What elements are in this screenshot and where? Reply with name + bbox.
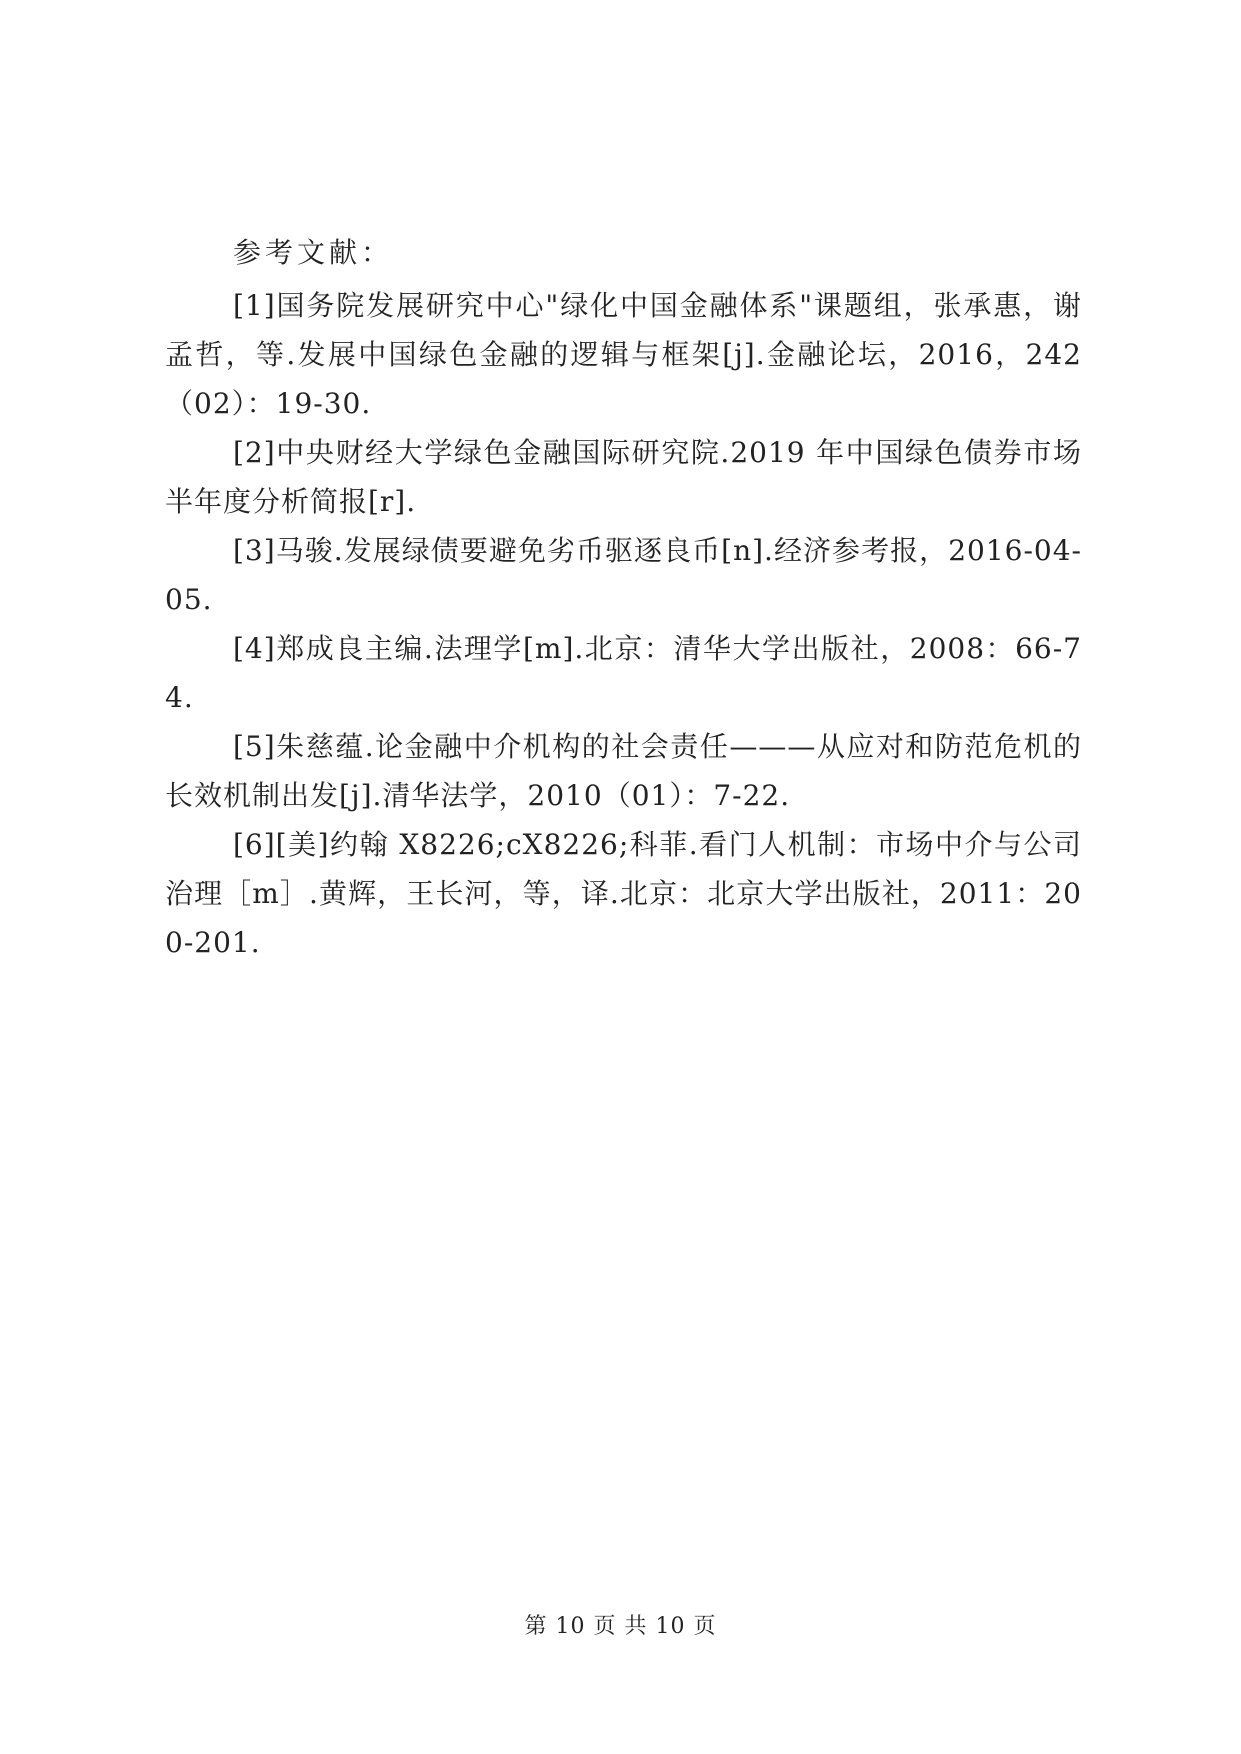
reference-item: [6][美]约翰 X8226;cX8226;科菲.看门人机制：市场中介与公司治理［m］.黄辉，王长河，等，译.北京：北京大学出版社，2011：200-201. xyxy=(165,828,1082,959)
references-heading: 参考文献： xyxy=(233,236,394,269)
reference-item: [3]马骏.发展绿债要避免劣币驱逐良币[n].经济参考报，2016-04-05. xyxy=(165,534,1082,616)
reference-item: [5]朱慈蕴.论金融中介机构的社会责任———从应对和防范危机的长效机制出发[j].清华法学，2010（01）：7-22. xyxy=(165,730,1082,812)
references-section xyxy=(165,228,1082,967)
reference-item: [2]中央财经大学绿色金融国际研究院.2019 年中国绿色债券市场半年度分析简报[r]. xyxy=(165,436,1082,518)
page-footer: 第 10 页 共 10 页 xyxy=(524,1614,717,1639)
reference-item: [1]国务院发展研究中心"绿化中国金融体系"课题组，张承惠，谢孟哲，等.发展中国绿色金融的逻辑与框架[j].金融论坛，2016，242（02）：19-30. xyxy=(165,289,1082,420)
reference-item: [4]郑成良主编.法理学[m].北京：清华大学出版社，2008：66-74. xyxy=(165,632,1082,714)
